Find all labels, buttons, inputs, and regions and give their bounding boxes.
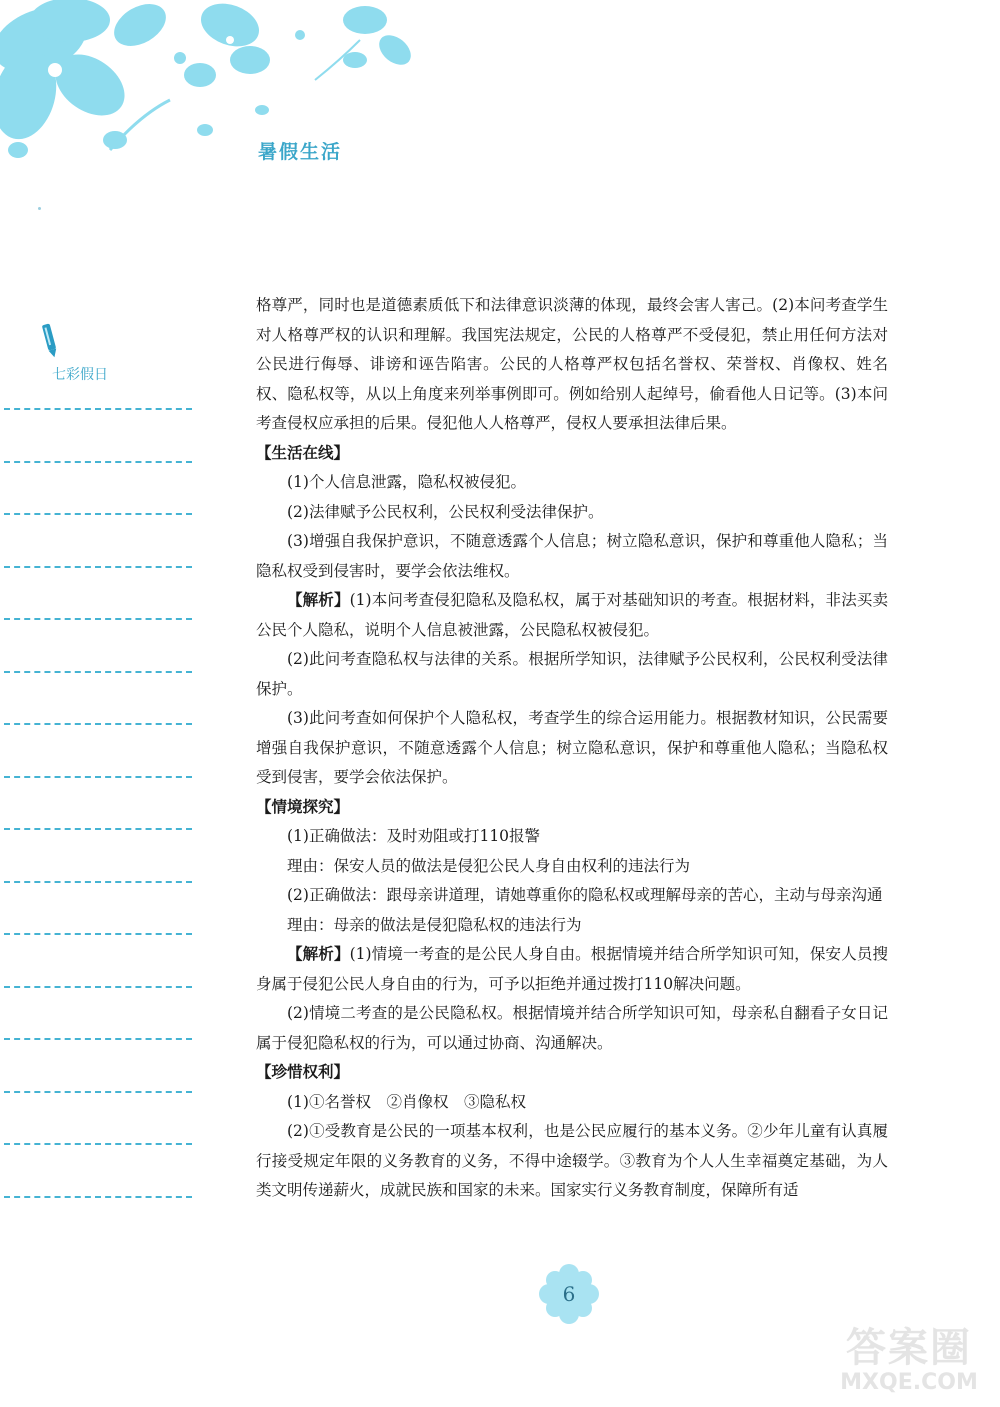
answer-item: (2)①受教育是公民的一项基本权利，也是公民应履行的基本义务。②少年儿童有认真履行接受规定年限的义务教育的义务，不得中途辍学。③教育为个人人生幸福奠定基础，为人类文明传递薪火，成就民族和国家的未来。国家实行义务教育制度，保障所有适 (256, 1122, 888, 1199)
analysis-label: 【解析】 (287, 945, 350, 963)
analysis-text: (1)情境一考查的是公民人身自由。根据情境并结合所学知识可知，保安人员搜身属于侵犯公民人身自由的行为，可予以拒绝并通过拨打110解决问题。 (256, 945, 888, 993)
note-line (4, 671, 192, 673)
section-heading-situation: 【情境探究】 (256, 797, 350, 816)
note-line (4, 461, 192, 463)
watermark-logo (818, 1312, 1000, 1407)
paragraph: 格尊严，同时也是道德素质低下和法律意识淡薄的体现，最终会害人害己。(2)本问考查学生对人格尊严权的认识和理解。我国宪法规定，公民的人格尊严不受侵犯，禁止用任何方法对公民进行侮辱、诽谤和诬告陷害。公民的人格尊严权包括名誉权、荣誉权、肖像权、姓名权、隐私权等，从以上角度来列举事例即可。例如给别人起绰号，偷看他人日记等。(3)本问考查侵权应承担的后果。侵犯他人人格尊严，侵权人要承担法律后果。 (256, 296, 888, 432)
note-line (4, 408, 192, 410)
answer-item: 理由：母亲的做法是侵犯隐私权的违法行为 (287, 915, 582, 934)
note-line (4, 513, 192, 515)
analysis-text: (1)本问考查侵犯隐私及隐私权，属于对基础知识的考查。根据材料，非法买卖公民个人隐私，说明个人信息被泄露，公民隐私权被侵犯。 (256, 591, 888, 639)
analysis-item: (2)此问考查隐私权与法律的关系。根据所学知识，法律赋予公民权利，公民权利受法律保护。 (256, 650, 888, 698)
note-line (4, 723, 192, 725)
note-line (4, 986, 192, 988)
page-number: 6 (562, 1282, 576, 1306)
note-line (4, 566, 192, 568)
answer-item: (3)增强自我保护意识，不随意透露个人信息；树立隐私意识，保护和尊重他人隐私；当隐私权受到侵害时，要学会依法维权。 (256, 532, 888, 580)
answer-item: (1)正确做法：及时劝阻或打110报警 (287, 827, 541, 845)
pen-icon (40, 322, 60, 362)
note-line (4, 881, 192, 883)
note-lines (4, 408, 192, 1248)
watermark-text: 答案圈 (846, 1325, 972, 1371)
answer-item: (1)①名誉权 ②肖像权 ③隐私权 (287, 1092, 526, 1111)
note-line (4, 828, 192, 830)
analysis-item: (3)此问考查如何保护个人隐私权，考查学生的综合运用能力。根据教材知识，公民需要增强自我保护意识，不随意透露个人信息；树立隐私意识，保护和尊重他人隐私；当隐私权受到侵害，要学会依法保护。 (256, 709, 888, 786)
answer-item: 理由：保安人员的做法是侵犯公民人身自由权利的违法行为 (287, 856, 691, 875)
note-line (4, 618, 192, 620)
watermark-url: MXQE.COM (840, 1370, 978, 1395)
note-line (4, 1143, 192, 1145)
answer-item: (1)个人信息泄露，隐私权被侵犯。 (287, 473, 526, 491)
analysis-item (256, 940, 888, 999)
page-header-title: 暑假生活 (258, 141, 343, 163)
analysis-label: 【解析】 (287, 591, 350, 609)
answer-item: (2)法律赋予公民权利，公民权利受法律保护。 (287, 502, 604, 521)
note-line (4, 1196, 192, 1198)
sidebar-label: 七彩假日 (52, 367, 108, 383)
note-line (4, 1038, 192, 1040)
answer-content (256, 291, 888, 1206)
section-heading-cherish-rights: 【珍惜权利】 (256, 1063, 350, 1081)
note-line (4, 776, 192, 778)
answer-item: (2)正确做法：跟母亲讲道理，请她尊重你的隐私权或理解母亲的苦心，主动与母亲沟通 (287, 886, 883, 904)
analysis-item (256, 586, 888, 645)
analysis-item: (2)情境二考查的是公民隐私权。根据情境并结合所学知识可知，母亲私自翻看子女日记属于侵犯隐私权的行为，可以通过协商、沟通解决。 (256, 1004, 888, 1052)
flower-decoration (0, 0, 440, 190)
note-line (4, 933, 192, 935)
note-line (4, 1091, 192, 1093)
decor-dot (38, 207, 41, 210)
section-heading-life-online: 【生活在线】 (256, 443, 350, 462)
